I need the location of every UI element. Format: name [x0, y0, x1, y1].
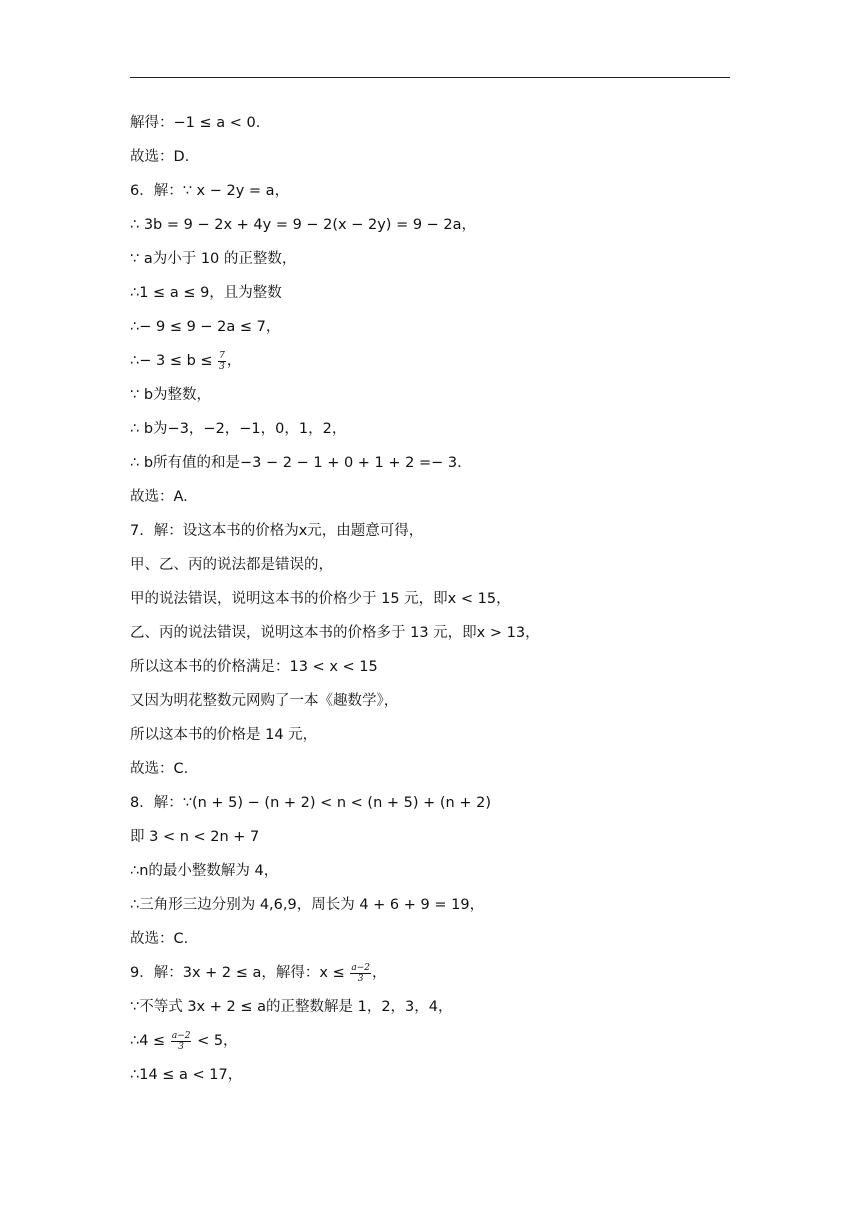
fraction	[350, 963, 371, 984]
fraction-denominator: 3	[357, 973, 364, 984]
text-line: 解得：−1 ≤ a < 0.	[130, 115, 261, 131]
text-line: 甲的说法错误，说明这本书的价格少于 15 元，即x < 15，	[130, 591, 511, 607]
line-text-after: < 5，	[192, 1033, 238, 1049]
fraction-denominator: 3	[219, 361, 225, 372]
text-line: ∴ b所有值的和是−3 − 2 − 1 + 0 + 1 + 2 =− 3.	[130, 455, 462, 471]
text-line: ∴1 ≤ a ≤ 9，且为整数	[130, 285, 282, 301]
text-line: 故选：A.	[130, 489, 188, 505]
text-line: ∴三角形三边分别为 4,6,9，周长为 4 + 6 + 9 = 19，	[130, 897, 485, 913]
text-line: ∴n的最小整数解为 4，	[130, 863, 279, 879]
line-text-before: ∴− 3 ≤ b ≤	[130, 353, 218, 369]
text-line: 所以这本书的价格满足：13 < x < 15	[130, 659, 378, 675]
solution-text	[130, 106, 730, 1092]
fraction	[171, 1031, 192, 1052]
text-line: ∵不等式 3x + 2 ≤ a的正整数解是 1，2，3，4，	[130, 999, 453, 1015]
text-line: ∴14 ≤ a < 17，	[130, 1067, 243, 1083]
text-line	[130, 344, 730, 378]
text-line: ∵ a为小于 10 的正整数，	[130, 251, 297, 267]
header-rule	[130, 77, 730, 78]
text-line: 乙、丙的说法错误，说明这本书的价格多于 13 元，即x > 13，	[130, 625, 540, 641]
text-line: ∴ 3b = 9 − 2x + 4y = 9 − 2(x − 2y) = 9 − 2a，	[130, 217, 477, 233]
text-line	[130, 956, 730, 990]
fraction-numerator: a−2	[171, 1030, 191, 1041]
text-line: 7．解：设这本书的价格为x元，由题意可得，	[130, 523, 424, 539]
text-line: 故选：D.	[130, 149, 190, 165]
fraction-numerator: 7	[219, 350, 225, 361]
line-text-before: ∴4 ≤	[130, 1033, 170, 1049]
fraction-denominator: 3	[178, 1041, 185, 1052]
text-line: 故选：C.	[130, 931, 189, 947]
line-text-after: ，	[371, 965, 387, 981]
text-line: 6．解：∵ x − 2y = a，	[130, 183, 290, 199]
line-text-after: ，	[226, 353, 242, 369]
text-line: ∴ b为−3，−2，−1，0，1，2，	[130, 421, 347, 437]
text-line: 故选：C.	[130, 761, 189, 777]
text-line	[130, 1024, 730, 1058]
text-line: 8．解：∵(n + 5) − (n + 2) < n < (n + 5) + (n + 2)	[130, 795, 491, 811]
fraction-numerator: a−2	[351, 962, 370, 973]
text-line: 甲、乙、丙的说法都是错误的，	[130, 557, 333, 573]
text-line: ∴− 9 ≤ 9 − 2a ≤ 7，	[130, 319, 281, 335]
fraction	[218, 351, 226, 372]
text-line: ∵ b为整数，	[130, 387, 212, 403]
text-line: 所以这本书的价格是 14 元，	[130, 727, 318, 743]
line-text-before: 9．解：3x + 2 ≤ a，解得：x ≤	[130, 965, 350, 981]
text-line: 又因为明花整数元网购了一本《趣数学》，	[130, 693, 399, 709]
text-line: 即 3 < n < 2n + 7	[130, 829, 260, 845]
